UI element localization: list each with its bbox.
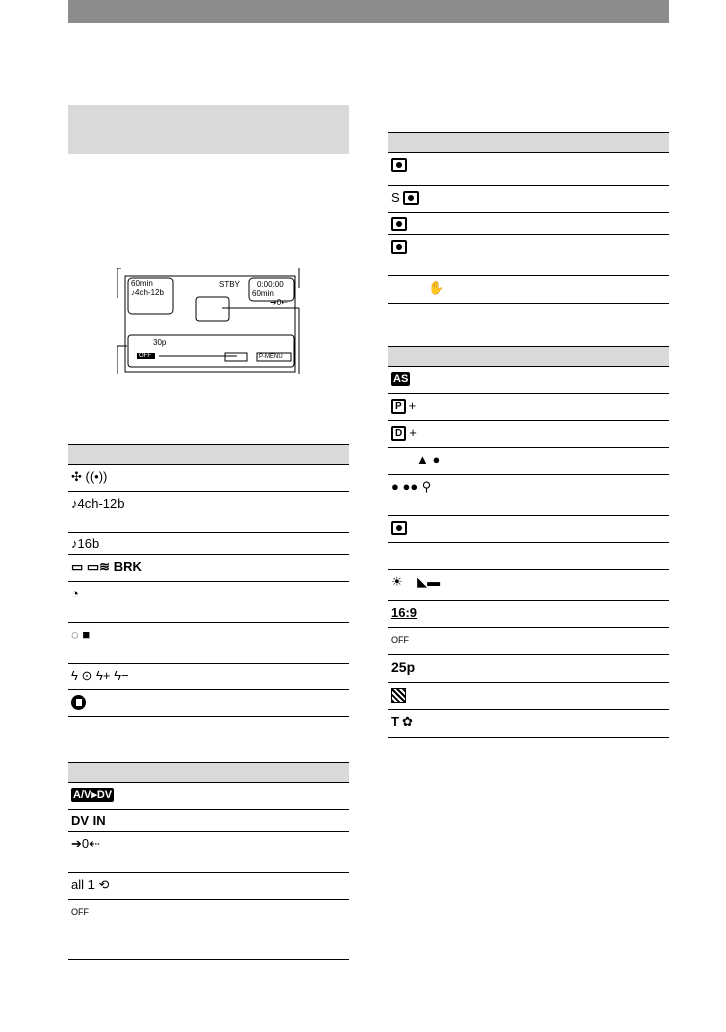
focus-icon (391, 217, 407, 231)
table-row (68, 582, 349, 623)
table-row (68, 783, 349, 810)
av-dv-icon: A/V▸DV (73, 789, 113, 801)
lcd-battery: 60min (131, 279, 153, 288)
table-row (388, 683, 669, 710)
lcd-zero: ➔0⇠ (270, 298, 288, 307)
table-header (68, 763, 349, 783)
lcd-pmenu: P-MENU (259, 354, 283, 360)
wind-icon: ✣ ((•)) (71, 469, 108, 484)
table-row (388, 153, 669, 186)
table-row (388, 655, 669, 683)
table-row (388, 276, 669, 304)
wide-icon: 16:9 (391, 605, 418, 620)
table-row (388, 516, 669, 543)
table-row (388, 543, 669, 570)
self-timer-icon: ◔ (71, 586, 79, 601)
left-indicator-table-2 (68, 762, 349, 960)
lcd-timecode: 0:00:00 (257, 280, 284, 289)
table-row (68, 623, 349, 664)
lcd-frame-rate: 30p (153, 338, 167, 347)
table-row (68, 690, 349, 717)
spot-focus-label: S (391, 190, 400, 205)
steadyshot-off-icon: OFF (391, 635, 409, 645)
scene-icons: ● ●● ⚲ (391, 479, 432, 494)
interval-rec-icon: ◌ ■ (71, 627, 91, 642)
audio-16b-icon: ♪16b (71, 536, 100, 551)
table-row: T ✿ (388, 710, 669, 738)
table-row (388, 367, 669, 394)
repeat-icon: all 1 ⟲ (71, 877, 110, 892)
section-heading-box (68, 105, 349, 154)
table-row (388, 601, 669, 628)
table-row (68, 900, 349, 960)
table-row (388, 213, 669, 235)
lcd-off: OFF (139, 353, 151, 359)
table-row (388, 448, 669, 475)
right-indicator-table-2 (388, 346, 669, 738)
exposure-icon (391, 521, 407, 535)
audio-4ch-icon: ♪4ch-12b (71, 496, 125, 511)
table-row (68, 555, 349, 582)
tele-macro-icon: T (391, 714, 399, 729)
backlight-icon (391, 240, 407, 254)
table-row (68, 832, 349, 873)
right-indicator-table-1 (388, 132, 669, 304)
display-off-icon: OFF (71, 907, 89, 917)
table-row (68, 664, 349, 690)
lcd-stby: STBY (219, 280, 240, 289)
table-row (388, 186, 669, 213)
zero-set-icon: ➔0⇠ (71, 836, 101, 851)
table-row (68, 465, 349, 492)
table-row (388, 628, 669, 655)
table-row (68, 873, 349, 900)
table-row: D + (388, 421, 669, 448)
as-icon: AS (393, 373, 409, 385)
focus-landscape-portrait-icon: ▲ ● (416, 452, 441, 467)
picture-effect-icon: P (391, 399, 406, 414)
table-row (388, 570, 669, 601)
table-row (68, 492, 349, 533)
table-header (388, 133, 669, 153)
steadyshot-icon: ✋ (428, 280, 445, 295)
lcd-remaining: 60min (252, 289, 274, 298)
zebra-hatch-icon (391, 688, 406, 703)
table-header (68, 445, 349, 465)
table-row (388, 475, 669, 516)
spot-focus-icon (403, 191, 419, 205)
table-row (388, 235, 669, 276)
dv-in-icon: DV IN (71, 813, 106, 828)
left-indicator-table-1 (68, 444, 349, 717)
digital-effect-icon: D (391, 426, 406, 441)
flash-icons: ϟ ⊙ ϟ+ ϟ− (71, 668, 129, 683)
burst-icon: ▭ ▭≋ BRK (71, 559, 142, 574)
header-bar (68, 0, 669, 23)
spot-meter-icon (391, 158, 407, 172)
lcd-audio: ♪4ch-12b (131, 288, 164, 297)
zebra-icon (71, 695, 86, 710)
table-row: P + (388, 394, 669, 421)
table-row (68, 810, 349, 832)
frame-rate-icon: 25p (391, 659, 416, 675)
white-balance-icon: ☀ ◣▬ (391, 574, 441, 589)
table-header (388, 347, 669, 367)
lcd-screen-diagram (117, 268, 302, 374)
table-row (68, 533, 349, 555)
